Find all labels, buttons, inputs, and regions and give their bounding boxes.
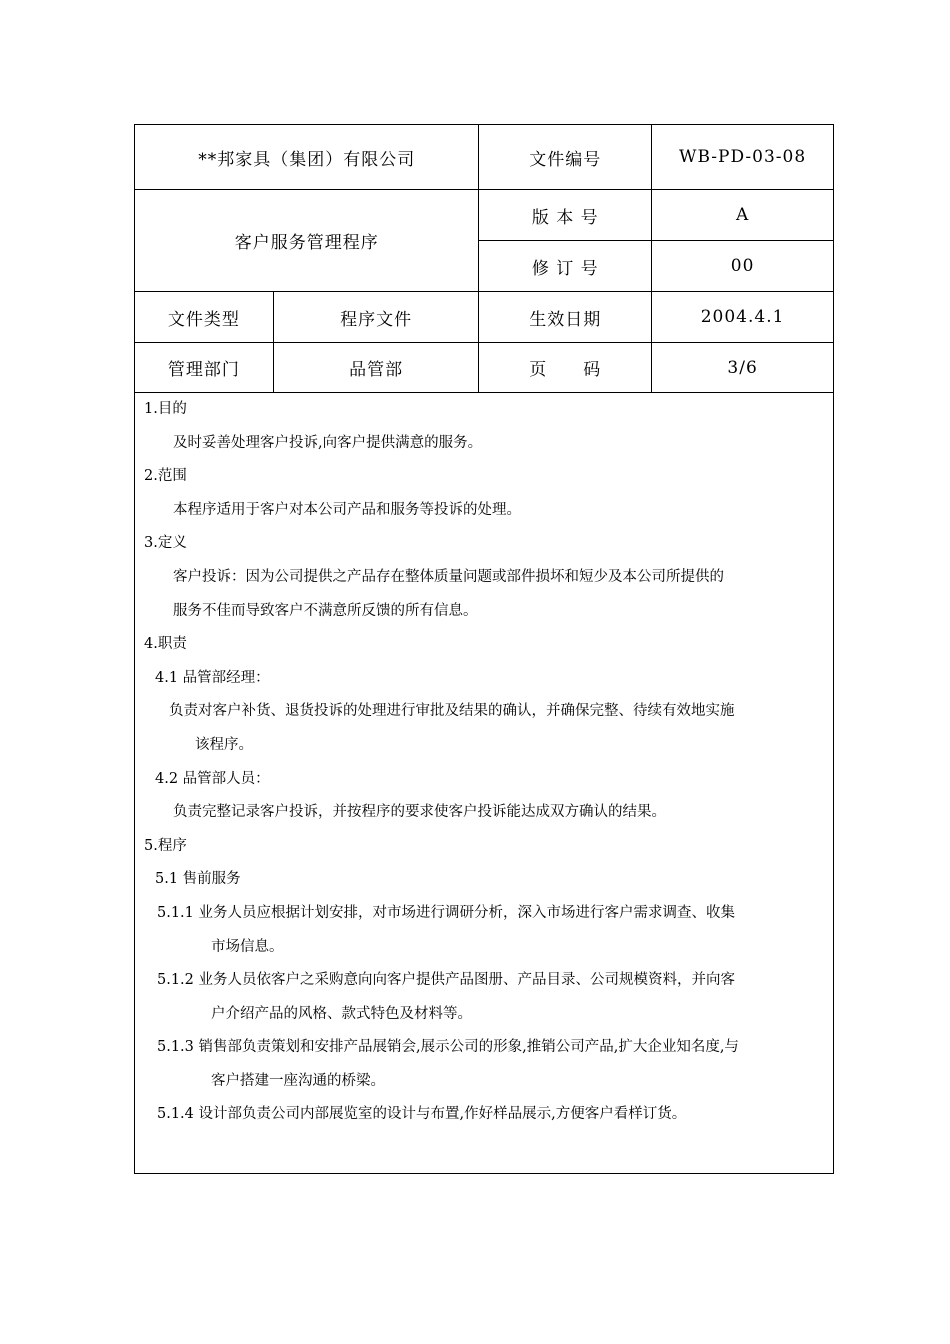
section-heading: 2.范围 bbox=[144, 468, 187, 485]
effective-date-value: 2004.4.1 bbox=[652, 292, 834, 343]
paragraph: 5.1.3 销售部负责策划和安排产品展销会,展示公司的形象,推销公司产品,扩大企业知名度,与 bbox=[157, 1039, 739, 1056]
paragraph: 户介绍产品的风格、款式特色及材料等。 bbox=[211, 1005, 472, 1022]
paragraph: 该程序。 bbox=[195, 736, 253, 753]
paragraph: 客户搭建一座沟通的桥梁。 bbox=[211, 1072, 385, 1089]
section-heading: 3.定义 bbox=[144, 535, 187, 552]
version-value: A bbox=[652, 190, 834, 241]
document-header-table bbox=[134, 124, 834, 393]
paragraph: 客户投诉：因为公司提供之产品存在整体质量问题或部件损坏和短少及本公司所提供的 bbox=[173, 568, 724, 585]
page-number: 3/6 bbox=[652, 343, 834, 393]
paragraph: 市场信息。 bbox=[211, 938, 284, 955]
document-frame bbox=[134, 124, 834, 1174]
revision-value: 00 bbox=[652, 241, 834, 292]
revision-label: 修 订 号 bbox=[479, 241, 652, 292]
doc-number-label: 文件编号 bbox=[479, 125, 652, 190]
subsection-heading: 4.2 品管部人员： bbox=[155, 770, 270, 787]
section-heading: 4.职责 bbox=[144, 636, 187, 653]
paragraph: 本程序适用于客户对本公司产品和服务等投诉的处理。 bbox=[173, 501, 521, 518]
doc-type-value: 程序文件 bbox=[273, 292, 479, 343]
effective-date-label: 生效日期 bbox=[479, 292, 652, 343]
paragraph: 服务不佳而导致客户不满意所反馈的所有信息。 bbox=[173, 602, 478, 619]
subsection-heading: 5.1 售前服务 bbox=[155, 871, 241, 888]
section-heading: 1.目的 bbox=[144, 401, 187, 417]
paragraph: 负责对客户补货、退货投诉的处理进行审批及结果的确认，并确保完整、待续有效地实施 bbox=[169, 703, 735, 720]
department-label: 管理部门 bbox=[135, 343, 274, 393]
paragraph: 负责完整记录客户投诉，并按程序的要求使客户投诉能达成双方确认的结果。 bbox=[173, 804, 666, 821]
section-heading: 5.程序 bbox=[144, 837, 187, 854]
doc-number-value: WB-PD-03-08 bbox=[652, 125, 834, 190]
document-title: 客户服务管理程序 bbox=[135, 190, 479, 292]
department-value: 品管部 bbox=[273, 343, 479, 393]
subsection-heading: 4.1 品管部经理： bbox=[155, 669, 270, 686]
doc-type-label: 文件类型 bbox=[135, 292, 274, 343]
paragraph: 5.1.2 业务人员依客户之采购意向向客户提供产品图册、产品目录、公司规模资料，并向客 bbox=[157, 972, 735, 989]
document-body bbox=[135, 393, 833, 1132]
paragraph: 及时妥善处理客户投诉,向客户提供满意的服务。 bbox=[173, 434, 483, 451]
page-label: 页 码 bbox=[479, 343, 652, 393]
company-name: **邦家具（集团）有限公司 bbox=[135, 125, 479, 190]
paragraph: 5.1.4 设计部负责公司内部展览室的设计与布置,作好样品展示,方便客户看样订货。 bbox=[157, 1106, 687, 1123]
version-label: 版 本 号 bbox=[479, 190, 652, 241]
paragraph: 5.1.1 业务人员应根据计划安排，对市场进行调研分析，深入市场进行客户需求调查、收集 bbox=[157, 904, 735, 921]
